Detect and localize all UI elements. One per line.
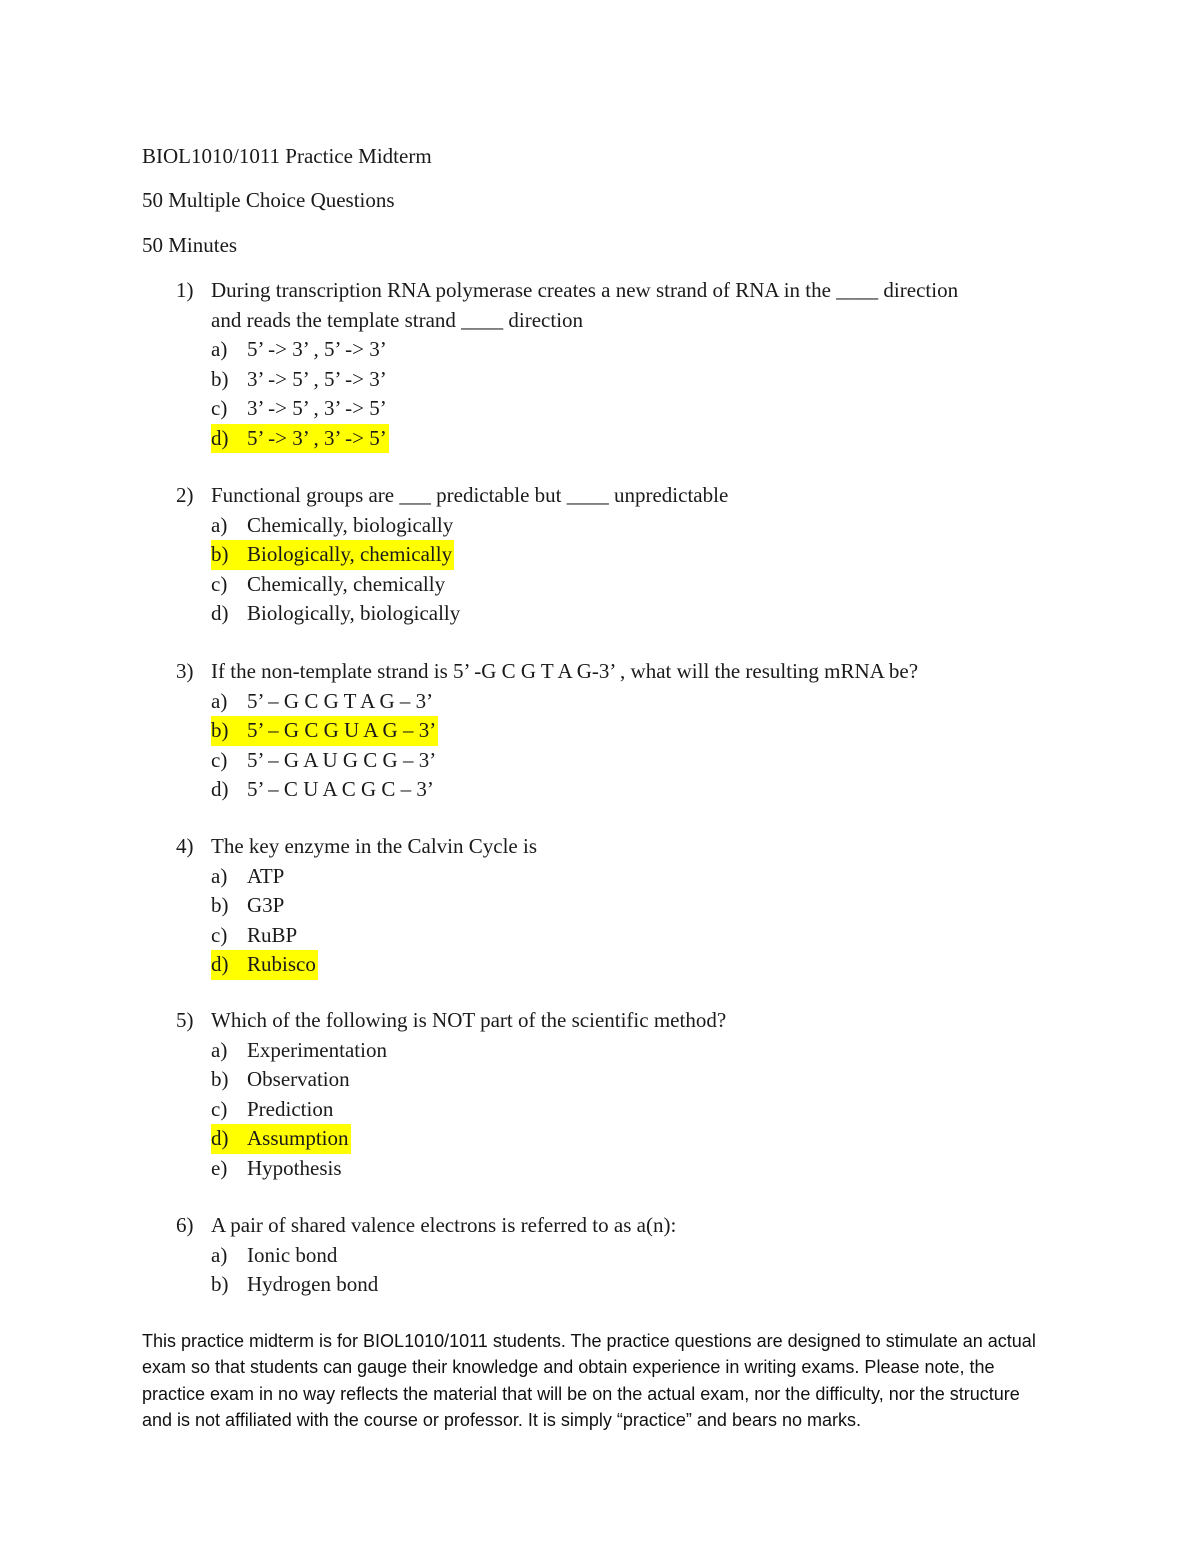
answer-option-content: [211, 394, 387, 424]
option-letter: b): [211, 1067, 229, 1091]
answer-option: [176, 424, 1076, 454]
answer-option: [176, 1241, 1076, 1271]
answer-option-content: [211, 1270, 378, 1300]
option-text: 5’ -> 3’ , 3’ -> 5’: [247, 425, 387, 450]
option-letter: c): [211, 1096, 228, 1121]
question-text: and reads the template strand ____ direction: [211, 307, 584, 332]
question-stem-line: [176, 276, 1076, 306]
option-letter: c): [211, 747, 228, 772]
answer-option-content: [211, 599, 460, 629]
answer-option: [176, 540, 1076, 570]
option-text: Ionic bond: [247, 1242, 338, 1267]
option-text: Assumption: [247, 1126, 349, 1150]
answer-option: [176, 950, 1076, 980]
option-letter: a): [211, 337, 228, 361]
answer-option: [176, 775, 1076, 805]
answer-option: [176, 1270, 1076, 1300]
option-letter: b): [211, 1272, 229, 1296]
answer-option: [176, 365, 1076, 395]
option-text: Chemically, chemically: [247, 571, 446, 596]
question-6: [176, 1211, 1076, 1300]
question-number: 5): [176, 1008, 194, 1032]
question-text: If the non-template strand is 5’ -G C G T A G-3’ , what will the resulting mRNA be?: [211, 659, 919, 683]
answer-option: [176, 1154, 1076, 1184]
option-text: 5’ – G C G T A G – 3’: [247, 688, 434, 713]
option-text: Hypothesis: [247, 1155, 342, 1180]
option-letter: c): [211, 396, 228, 420]
option-text: 5’ -> 3’ , 5’ -> 3’: [247, 337, 387, 361]
option-letter: e): [211, 1155, 228, 1180]
option-letter: b): [211, 366, 229, 391]
answer-option-content: [211, 775, 434, 805]
question-text: The key enzyme in the Calvin Cycle is: [211, 834, 537, 858]
answer-option-content: [211, 921, 297, 951]
answer-option: [176, 599, 1076, 629]
highlighted-answer: [211, 716, 438, 746]
option-letter: a): [211, 1242, 228, 1267]
option-letter: a): [211, 512, 228, 537]
option-text: Rubisco: [247, 952, 316, 976]
question-text: Which of the following is NOT part of the scientific method?: [211, 1008, 727, 1032]
exam-duration: 50 Minutes: [142, 233, 238, 257]
question-text: A pair of shared valence electrons is referred to as a(n):: [211, 1213, 677, 1237]
answer-option-content: [211, 1241, 337, 1271]
answer-option-content: [211, 1036, 387, 1066]
answer-option: [176, 746, 1076, 776]
question-text: Functional groups are ___ predictable but ____ unpredictable: [211, 483, 729, 507]
answer-option: [176, 687, 1076, 717]
option-text: 3’ -> 5’ , 5’ -> 3’: [247, 366, 387, 391]
answer-option: [176, 891, 1076, 921]
question-2: [176, 481, 1076, 629]
answer-option: [176, 1065, 1076, 1095]
option-letter: c): [211, 571, 228, 596]
option-text: 5’ – G A U G C G – 3’: [247, 747, 437, 772]
question-stem-line: [176, 1211, 1076, 1241]
answer-option: [176, 716, 1076, 746]
answer-option: [176, 1124, 1076, 1154]
option-letter: d): [211, 1126, 229, 1150]
option-letter: d): [211, 777, 229, 801]
disclaimer-paragraph: This practice midterm is for BIOL1010/1011 students. The practice questions are designed to stimulate an actual exam so that students can gauge their knowledge and obtain experience in writing exams. Please note, the practice exam in no way reflects the material that will be on the actual exam, nor the difficulty, nor the structure and is not affiliated with the course or professor. It is simply “practice” and bears no marks.: [142, 1331, 1036, 1431]
question-stem-line: [176, 481, 1076, 511]
option-text: 5’ – C U A C G C – 3’: [247, 777, 434, 801]
option-text: ATP: [247, 863, 285, 888]
option-text: Biologically, biologically: [247, 601, 461, 625]
option-letter: b): [211, 542, 229, 566]
question-number: 4): [176, 834, 194, 858]
highlighted-answer: [211, 540, 454, 570]
question-stem-line: [176, 1006, 1076, 1036]
option-letter: c): [211, 922, 228, 947]
option-text: Prediction: [247, 1096, 334, 1121]
answer-option: [176, 570, 1076, 600]
option-letter: a): [211, 863, 228, 888]
option-text: 5’ – G C G U A G – 3’: [247, 718, 437, 742]
option-letter: b): [211, 893, 229, 917]
question-stem-line: [176, 832, 1076, 862]
option-letter: d): [211, 425, 229, 450]
answer-option-content: [211, 511, 453, 541]
option-letter: a): [211, 1037, 228, 1062]
option-letter: d): [211, 952, 229, 976]
option-text: Hydrogen bond: [247, 1272, 379, 1296]
option-text: 3’ -> 5’ , 3’ -> 5’: [247, 396, 387, 420]
answer-option: [176, 1036, 1076, 1066]
answer-option: [176, 862, 1076, 892]
option-text: Biologically, chemically: [247, 542, 453, 566]
answer-option-content: [211, 862, 284, 892]
question-stem-line: [176, 306, 1076, 336]
highlighted-answer: [211, 950, 318, 980]
answer-option-content: [211, 1095, 333, 1125]
answer-option-content: [211, 365, 387, 395]
highlighted-answer: [211, 424, 389, 454]
question-4: [176, 832, 1076, 980]
answer-option: [176, 335, 1076, 365]
exam-title: BIOL1010/1011 Practice Midterm: [142, 144, 432, 168]
question-number: 2): [176, 483, 194, 507]
answer-option: [176, 1095, 1076, 1125]
answer-option-content: [211, 687, 433, 717]
highlighted-answer: [211, 1124, 351, 1154]
answer-option-content: [211, 1154, 342, 1184]
question-stem-line: [176, 657, 1076, 687]
option-letter: b): [211, 718, 229, 742]
question-count: 50 Multiple Choice Questions: [142, 188, 395, 212]
answer-option: [176, 394, 1076, 424]
option-text: Observation: [247, 1067, 350, 1091]
option-text: Chemically, biologically: [247, 512, 454, 537]
answer-option-content: [211, 1065, 350, 1095]
option-text: RuBP: [247, 922, 298, 947]
option-letter: d): [211, 601, 229, 625]
question-number: 3): [176, 659, 194, 683]
question-1: [176, 276, 1076, 453]
option-text: Experimentation: [247, 1037, 387, 1062]
question-number: 1): [176, 278, 194, 302]
answer-option-content: [211, 891, 284, 921]
question-5: [176, 1006, 1076, 1183]
answer-option-content: [211, 570, 445, 600]
answer-option: [176, 511, 1076, 541]
question-3: [176, 657, 1076, 805]
question-number: 6): [176, 1213, 194, 1237]
question-text: During transcription RNA polymerase creates a new strand of RNA in the ____ direction: [211, 278, 959, 302]
option-letter: a): [211, 688, 228, 713]
answer-option-content: [211, 746, 436, 776]
answer-option-content: [211, 335, 387, 365]
option-text: G3P: [247, 893, 285, 917]
answer-option: [176, 921, 1076, 951]
